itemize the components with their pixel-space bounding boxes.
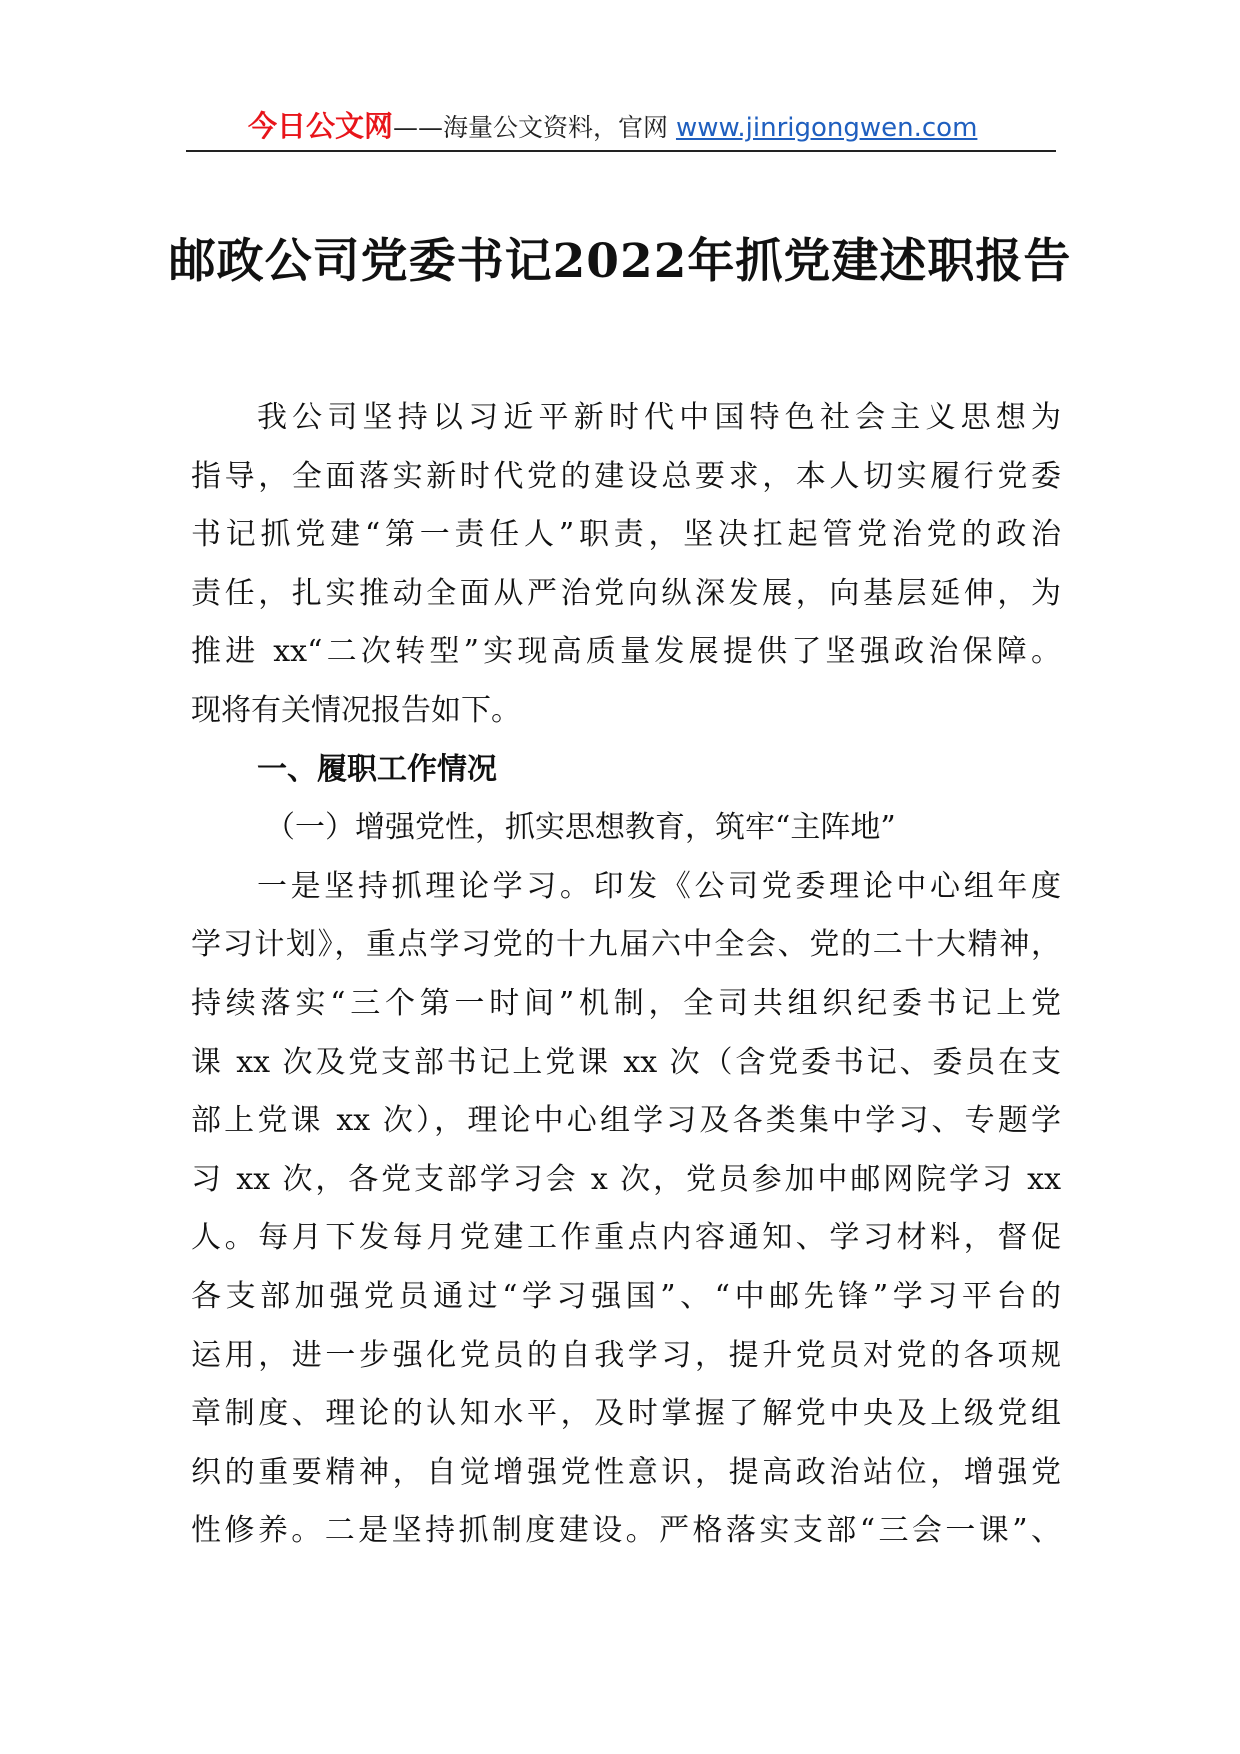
paragraph-line: 指导，全面落实新时代党的建设总要求，本人切实履行党委 [191, 458, 1061, 494]
paragraph-line: 书记抓党建“第一责任人”职责，坚决扛起管党治党的政治 [191, 517, 1061, 553]
paragraph-line: 课 xx 次及党支部书记上党课 xx 次（含党委书记、委员在支 [191, 1044, 1061, 1080]
header-line [248, 110, 977, 144]
paragraph-line: 习 xx 次，各党支部学习会 x 次，党员参加中邮网院学习 xx [191, 1161, 1061, 1197]
paragraph-line: 运用，进一步强化党员的自我学习，提升党员对党的各项规 [191, 1337, 1061, 1373]
paragraph-line: 各支部加强党员通过“学习强国”、“中邮先锋”学习平台的 [191, 1278, 1061, 1314]
section-heading: 一、履职工作情况 [257, 751, 497, 787]
paragraph-line: 责任，扎实推动全面从严治党向纵深发展，向基层延伸，为 [191, 575, 1061, 611]
document-body [191, 389, 1061, 1561]
paragraph-line: 织的重要精神，自觉增强党性意识，提高政治站位，增强党 [191, 1454, 1061, 1490]
paragraph-line: 我公司坚持以习近平新时代中国特色社会主义思想为 [257, 400, 1061, 435]
header-tagline: ——海量公文资料，官网 [393, 113, 676, 142]
paragraph-line: 现将有关情况报告如下。 [191, 692, 521, 728]
paragraph-line: 章制度、理论的认知水平，及时掌握了解党中央及上级党组 [191, 1396, 1061, 1432]
paragraph-line: 人。每月下发每月党建工作重点内容通知、学习材料，督促 [191, 1220, 1061, 1256]
paragraph-line: 部上党课 xx 次），理论中心组学习及各类集中学习、专题学 [191, 1103, 1061, 1139]
paragraph-line: 一是坚持抓理论学习。印发《公司党委理论中心组年度 [257, 868, 1061, 904]
website-link[interactable]: www.jinrigongwen.com [675, 113, 978, 143]
paragraph-line: 推进 xx“二次转型”实现高质量发展提供了坚强政治保障。 [191, 634, 1061, 670]
document-title: 邮政公司党委书记2022年抓党建述职报告 [168, 234, 1072, 289]
brand-name: 今日公文网 [248, 109, 394, 143]
subsection-heading: （一）增强党性，抓实思想教育，筑牢“主阵地” [265, 810, 896, 846]
paragraph-line: 性修养。二是坚持抓制度建设。严格落实支部“三会一课”、 [191, 1513, 1061, 1549]
page-header [186, 104, 1056, 152]
paragraph-line: 持续落实“三个第一时间”机制，全司共组织纪委书记上党 [191, 985, 1061, 1021]
paragraph-line: 学习计划》，重点学习党的十九届六中全会、党的二十大精神， [191, 927, 1061, 963]
